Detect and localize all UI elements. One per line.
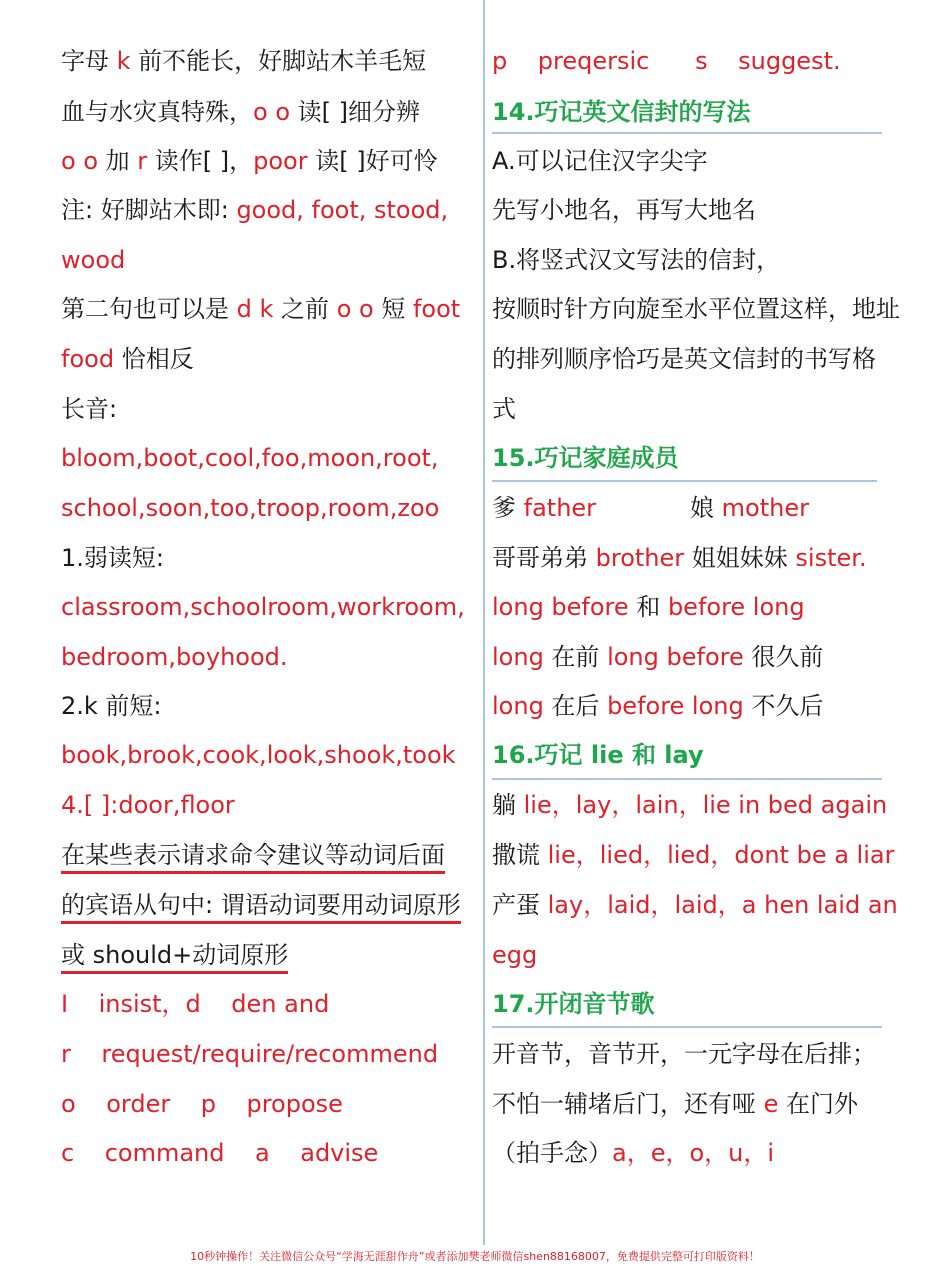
underlined-text-line: 的宾语从句中: 谓语动词要用动词原形 <box>61 889 461 921</box>
heading-rule <box>492 132 882 134</box>
text-line: school,soon,too,troop,room,zoo <box>61 494 440 522</box>
footer-notice: 10秒钟操作！关注微信公众号“学海无涯甜作舟”或者添加樊老师微信shen88168007，免费提供完整可打印版资料！ <box>190 1250 760 1263</box>
text-line: 爹 father <box>492 494 597 522</box>
section-heading-16: 16.巧记 lie 和 lay <box>492 741 704 769</box>
text-line: long 在前 long before 很久前 <box>492 643 824 671</box>
text-line: 不怕一辅堵后门，还有哑 e 在门外 <box>492 1090 859 1118</box>
text-line: 第二句也可以是 d k 之前 o o 短 foot <box>61 295 461 323</box>
text-line: 躺 lie，lay，lain，lie in bed again <box>492 791 888 819</box>
text-line: 式 <box>492 395 516 423</box>
text-line: 先写小地名，再写大地名 <box>492 196 756 224</box>
text-line: 4.[ ]:door,floor <box>61 791 235 819</box>
text-line: 字母 k 前不能长，好脚站木羊毛短 <box>61 47 427 75</box>
text-line: bloom,boot,cool,foo,moon,root, <box>61 444 439 472</box>
text-line: p preqersic s suggest. <box>492 47 841 75</box>
text-line: long before 和 before long <box>492 593 805 621</box>
section-heading-14: 14.巧记英文信封的写法 <box>492 98 751 126</box>
text-line: egg <box>492 941 538 969</box>
text-line: long 在后 before long 不久后 <box>492 692 824 720</box>
text-line: （拍手念）a，e，o，u，i <box>492 1139 775 1167</box>
underlined-text-line: 在某些表示请求命令建议等动词后面 <box>61 839 445 871</box>
text-line: food 恰相反 <box>61 345 194 373</box>
text-line: 注: 好脚站木即: good, foot, stood, <box>61 196 449 224</box>
section-heading-17: 17.开闭音节歌 <box>492 990 655 1018</box>
text-line: o o 加 r 读作[ ]，poor 读[ ]好可怜 <box>61 147 438 175</box>
text-line: 撒谎 lie，lied，lied，dont be a liar <box>492 841 895 869</box>
text-line: classroom,schoolroom,workroom, <box>61 593 465 621</box>
text-line: c command a advise <box>61 1139 379 1167</box>
underlined-text-line: 或 should+动词原形 <box>61 939 288 971</box>
text-line: A.可以记住汉字尖字 <box>492 147 708 175</box>
text-line: wood <box>61 246 126 274</box>
text-line: 按顺时针方向旋至水平位置这样，地址 <box>492 295 900 323</box>
text-line: bedroom,boyhood. <box>61 643 288 671</box>
text-line: I insist，d den and <box>61 990 330 1018</box>
text-line: 长音: <box>61 395 118 423</box>
text-line: 2.k 前短: <box>61 692 162 720</box>
text-line: 1.弱读短: <box>61 544 164 572</box>
text-line: 开音节，音节开，一元字母在后排； <box>492 1040 876 1068</box>
text-line: r request/require/recommend <box>61 1040 439 1068</box>
text-line: 的排列顺序恰巧是英文信封的书写格 <box>492 345 876 373</box>
text-line: 血与水灾真特殊，o o 读[ ]细分辨 <box>61 98 420 126</box>
text-line: 产蛋 lay，laid，laid，a hen laid an <box>492 891 898 919</box>
heading-rule <box>492 480 877 482</box>
column-divider <box>483 0 485 1245</box>
text-line: 哥哥弟弟 brother 姐姐妹妹 sister. <box>492 544 867 572</box>
section-heading-15: 15.巧记家庭成员 <box>492 444 679 472</box>
text-line: book,brook,cook,look,shook,took <box>61 741 456 769</box>
heading-rule <box>492 778 882 780</box>
text-line: 娘 mother <box>690 494 809 522</box>
text-line: o order p propose <box>61 1090 343 1118</box>
heading-rule <box>492 1026 882 1028</box>
text-line: B.将竖式汉文写法的信封， <box>492 246 781 274</box>
